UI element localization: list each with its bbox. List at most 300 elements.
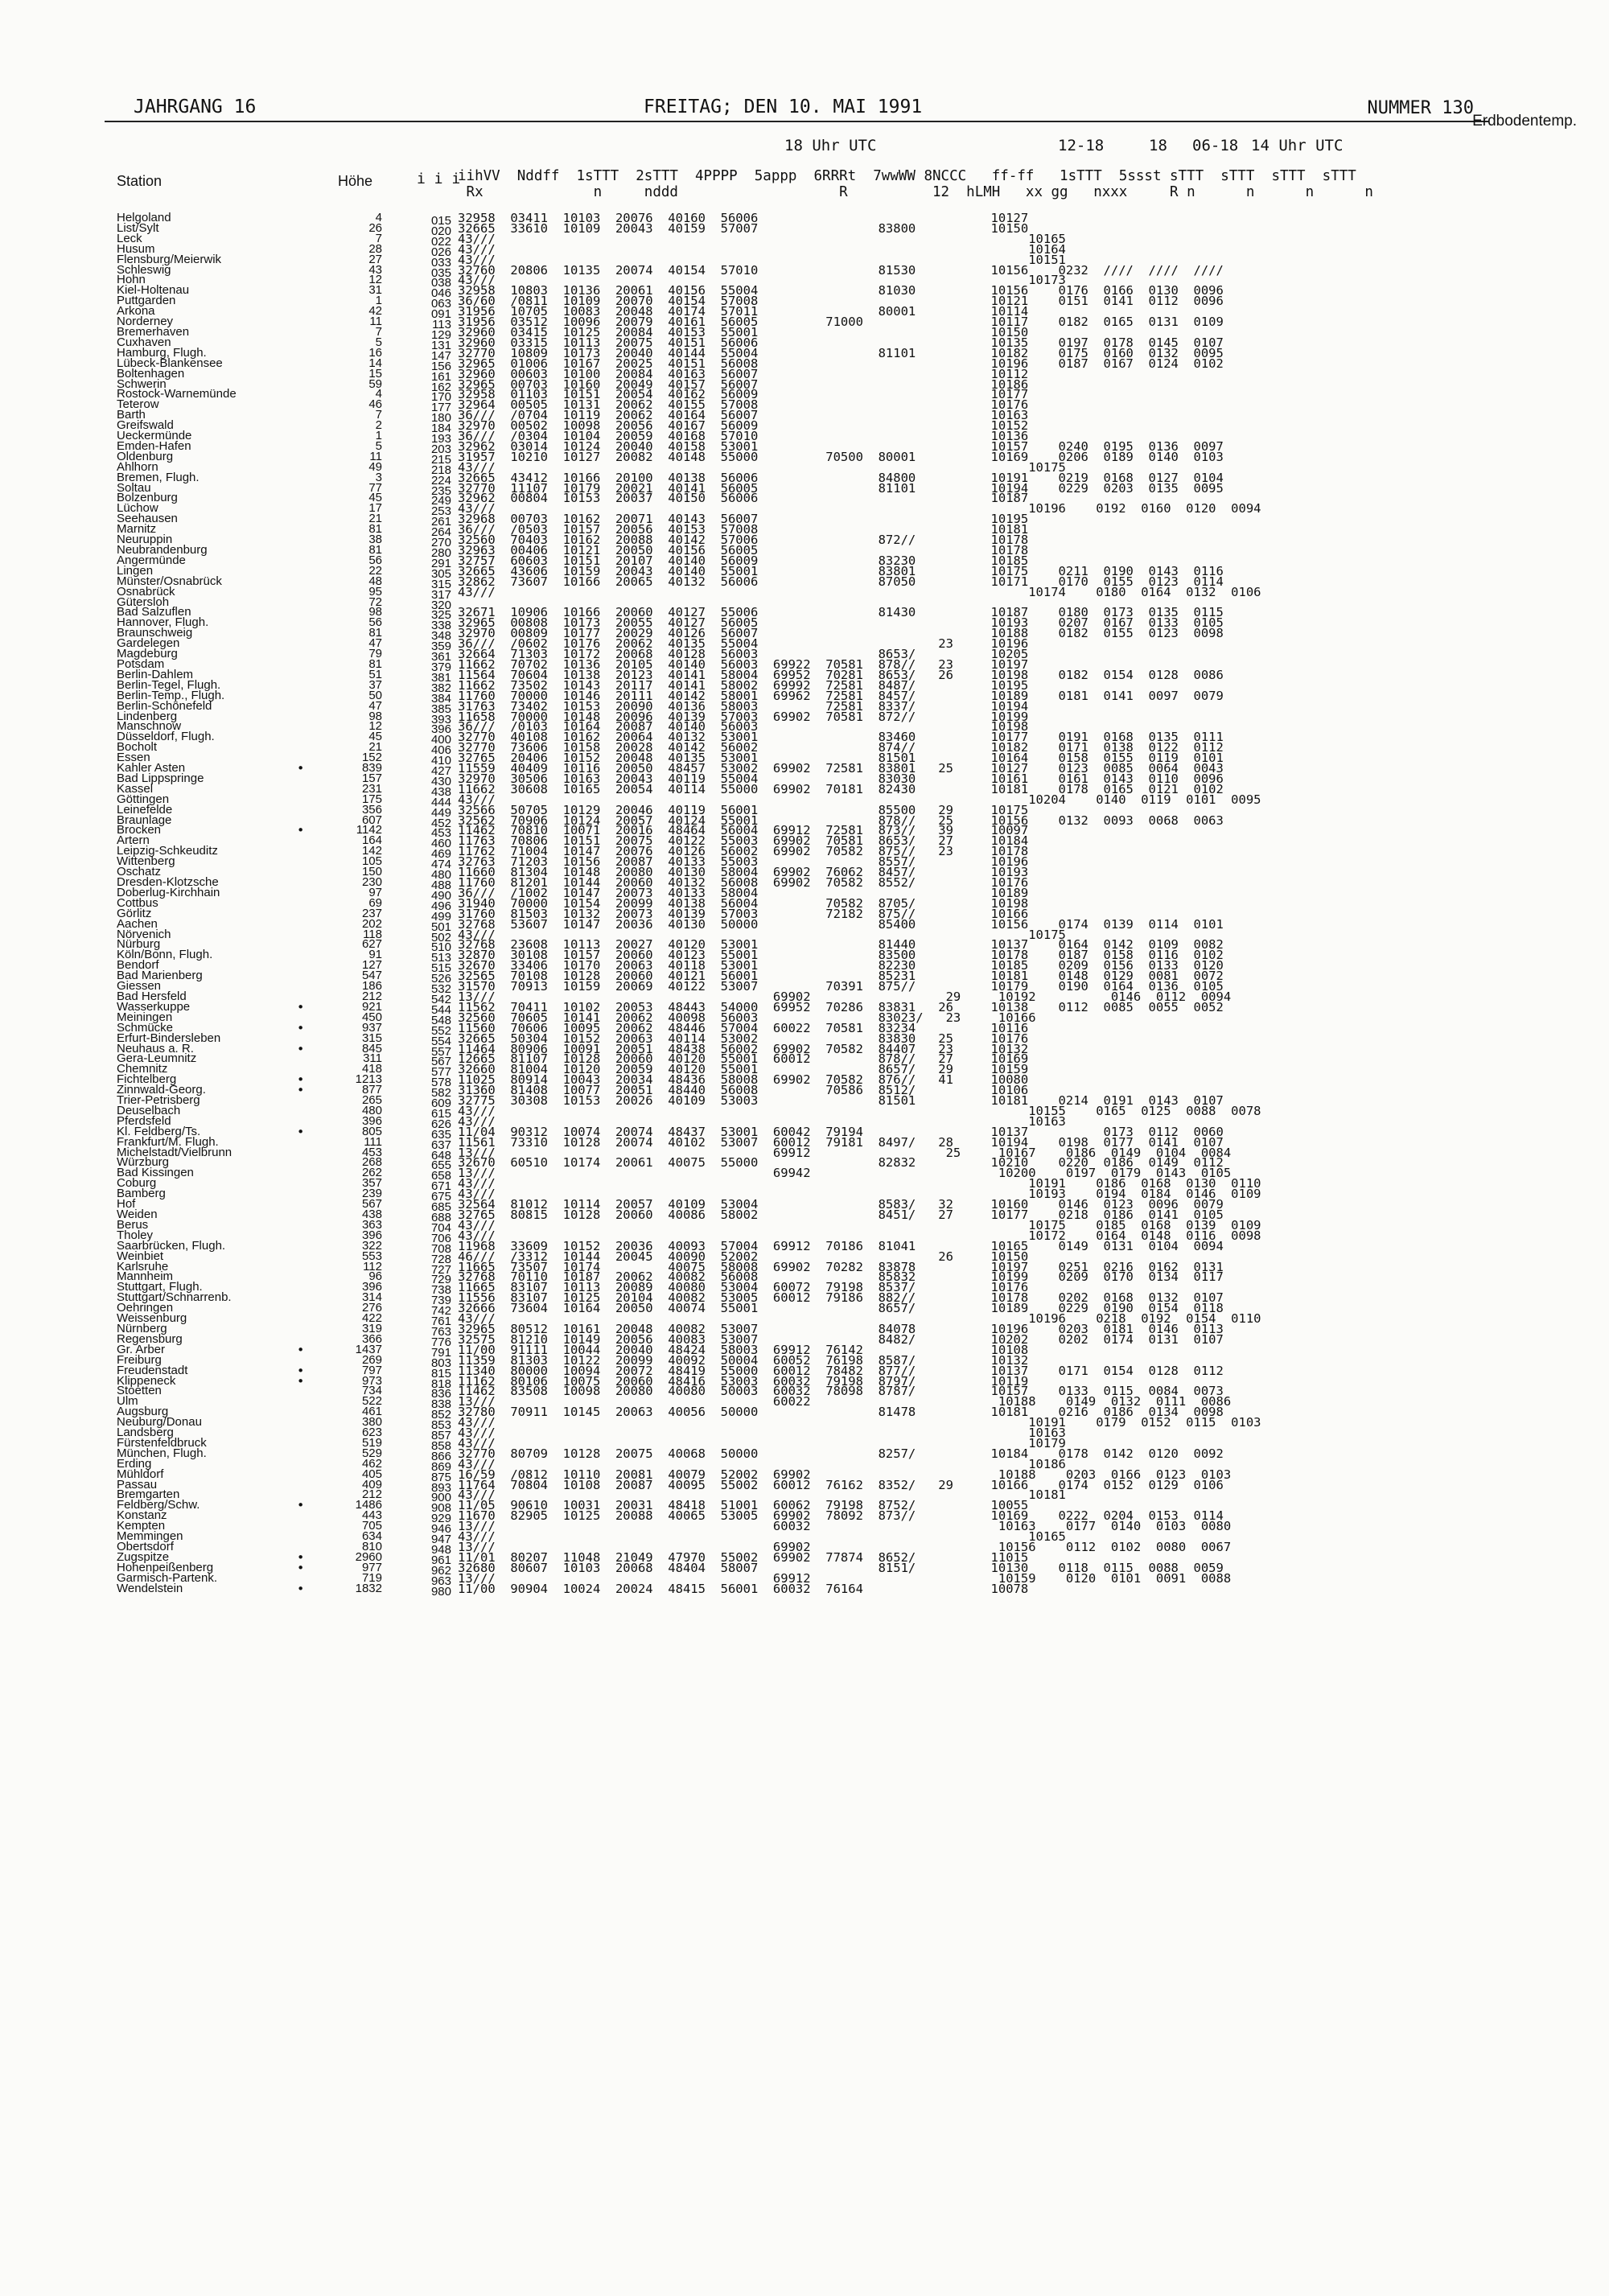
synop-data: 11564 70604 10138 20123 40141 58004 69952 70281 8653/ 26 10198 0182 0154 0128 0086 <box>458 667 1224 682</box>
station-height: 59 <box>368 376 382 391</box>
synop-data: 11760 70000 10146 20111 40142 58001 69962 72581 8457/ 10189 0181 0141 0097 0079 <box>458 688 1224 703</box>
station-id: 626 <box>430 1117 451 1131</box>
station-height: 37 <box>368 677 382 692</box>
station-id: 218 <box>430 463 451 477</box>
station-id: 544 <box>430 1002 451 1017</box>
station-id: 393 <box>430 712 451 726</box>
station-height: 2 <box>375 418 382 433</box>
station-name: Memmingen <box>117 1529 183 1544</box>
synop-data: 43/// 10155 0165 0125 0088 0078 <box>458 1103 1261 1118</box>
station-id: 557 <box>430 1044 451 1059</box>
station-height: 7 <box>375 408 382 422</box>
synop-data: 43/// 10196 0192 0160 0120 0094 <box>458 501 1261 516</box>
station-id: 035 <box>430 265 451 280</box>
station-id: 384 <box>430 691 451 706</box>
station-name: Meiningen <box>117 1010 173 1024</box>
synop-data: 11462 70810 10071 20016 48464 56004 69912 72581 873// 39 10097 <box>458 823 1029 838</box>
station-id: 515 <box>430 961 451 976</box>
mountain-station-marker: • <box>297 761 305 776</box>
synop-data: 11662 70702 10136 20105 40140 56003 69922 70581 878// 23 10197 <box>458 656 1029 672</box>
synop-data: 32960 03315 10113 20075 40151 56006 10135 0197 0178 0145 0107 <box>458 335 1224 350</box>
station-id: 453 <box>430 826 451 841</box>
station-height: 1437 <box>355 1342 382 1356</box>
synop-data: 32560 70605 10141 20062 40098 56003 83023/ 23 10166 <box>458 1010 1036 1025</box>
station-name: Freiburg <box>117 1352 162 1367</box>
synop-data: 32962 03014 10124 20040 40158 53001 10157 0240 0195 0136 0097 <box>458 438 1224 454</box>
station-height: 17 <box>368 501 382 516</box>
station-height: 212 <box>361 1487 382 1502</box>
synop-data: 11662 30608 10165 20054 40114 55000 69902 70181 82430 10181 0178 0165 0121 0102 <box>458 781 1224 796</box>
station-height: 127 <box>361 958 382 973</box>
synop-data: 43/// 10204 0140 0119 0101 0095 <box>458 792 1261 807</box>
station-name: Deuselbach <box>117 1103 181 1117</box>
station-height: 547 <box>361 969 382 983</box>
station-height: 81 <box>368 543 382 557</box>
synop-data: 43/// 10181 <box>458 1487 1066 1503</box>
synop-data: 36/// /0704 10119 20062 40164 56007 10163 <box>458 408 1029 423</box>
synop-data: 32670 33406 10170 20063 40118 53001 82230 10185 0209 0156 0133 0120 <box>458 958 1224 973</box>
station-name: Berlin-Schönefeld <box>117 698 212 713</box>
station-id: 962 <box>430 1563 451 1578</box>
station-id: 869 <box>430 1459 451 1474</box>
synop-data: 32665 33610 10109 20043 40159 57007 83800 10150 <box>458 220 1029 236</box>
station-id: 582 <box>430 1086 451 1101</box>
station-height: 1 <box>375 294 382 308</box>
station-height: 453 <box>361 1145 382 1159</box>
station-height: 12 <box>368 273 382 287</box>
station-height: 46 <box>368 397 382 412</box>
station-height: 21 <box>368 512 382 526</box>
station-height: 1 <box>375 429 382 443</box>
synop-data: 11660 81304 10148 20080 40130 58004 69902 76062 8457/ 10193 <box>458 865 1029 880</box>
synop-data: 43/// 10163 <box>458 1426 1066 1441</box>
station-height: 719 <box>361 1570 382 1585</box>
station-name: Potsdam <box>117 656 165 671</box>
station-id: 658 <box>430 1169 451 1183</box>
station-name: Boltenhagen <box>117 366 185 381</box>
station-name: Schmücke <box>117 1020 174 1035</box>
station-name: Ahlhorn <box>117 459 158 474</box>
station-height: 79 <box>368 647 382 661</box>
station-name: Bad Salzuflen <box>117 605 191 619</box>
station-name: Erding <box>117 1456 152 1471</box>
station-height: 977 <box>361 1560 382 1574</box>
station-height: 380 <box>361 1415 382 1430</box>
synop-data: 11760 81201 10144 20060 40132 56008 69902 70582 8552/ 10176 <box>458 875 1029 890</box>
soil-temp-label: Erdbodentemp. <box>1472 113 1577 130</box>
station-height: 56 <box>368 553 382 567</box>
station-name: Dresden-Klotzsche <box>117 875 219 889</box>
station-height: 239 <box>361 1187 382 1201</box>
station-name: Bamberg <box>117 1187 166 1201</box>
station-id: 193 <box>430 432 451 446</box>
synop-data: 11662 73502 10143 20117 40141 58002 69992 72581 8487/ 10195 <box>458 677 1029 693</box>
synop-data: 11762 71004 10147 20076 40126 56002 69902 70582 875// 23 10178 <box>458 844 1029 859</box>
synop-data: 32965 80512 10161 20048 40082 53007 84078 10196 0203 0181 0146 0113 <box>458 1321 1224 1336</box>
synop-data: 43/// 10174 0180 0164 0132 0106 <box>458 584 1261 599</box>
station-id: 026 <box>430 245 451 259</box>
synop-data: 11/04 90312 10074 20074 48437 53001 60042 79194 10137 0173 0112 0060 <box>458 1124 1224 1139</box>
station-id: 253 <box>430 504 451 519</box>
station-height: 519 <box>361 1435 382 1450</box>
station-id: 791 <box>430 1345 451 1360</box>
station-id: 761 <box>430 1315 451 1329</box>
station-height: 56 <box>368 615 382 630</box>
station-id: 836 <box>430 1387 451 1401</box>
station-id: 704 <box>430 1220 451 1235</box>
station-name: Pferdsfeld <box>117 1113 171 1128</box>
station-height: 2960 <box>355 1549 382 1564</box>
station-name: Lingen <box>117 563 154 578</box>
station-name: Trier-Petrisberg <box>117 1093 200 1108</box>
station-id: 410 <box>430 754 451 768</box>
station-id: 022 <box>430 234 451 249</box>
synop-data: 32660 81004 10120 20059 40120 55001 8657/ 29 10159 <box>458 1062 1029 1077</box>
synop-data: 13/// 60032 10163 0177 0140 0103 0080 <box>458 1519 1232 1534</box>
station-id: 162 <box>430 380 451 394</box>
synop-data: 32958 03411 10103 20076 40160 56006 10127 <box>458 211 1029 225</box>
station-id: 396 <box>430 722 451 737</box>
station-id: 444 <box>430 795 451 809</box>
station-name: Soltau <box>117 480 151 495</box>
station-id: 129 <box>430 327 451 342</box>
station-name: Neubrandenburg <box>117 543 208 557</box>
synop-data: 32958 10803 10136 20061 40156 55004 81030 10156 0176 0166 0130 0096 <box>458 283 1224 298</box>
station-height: 438 <box>361 1208 382 1221</box>
station-height: 405 <box>361 1467 382 1481</box>
station-name: Feldberg/Schw. <box>117 1498 200 1512</box>
station-height: 48 <box>368 574 382 588</box>
col-codes-line2: Rx n nddd R 12 hLMH xx gg nxxx R n n n n <box>458 184 1373 200</box>
station-id: 961 <box>430 1553 451 1567</box>
mountain-station-marker: • <box>297 1083 305 1098</box>
station-height: 797 <box>361 1363 382 1377</box>
station-height: 150 <box>361 865 382 879</box>
header-rule <box>105 121 1488 122</box>
station-height: 105 <box>361 854 382 869</box>
synop-data: 43/// 10151 <box>458 252 1066 267</box>
station-height: 42 <box>368 304 382 319</box>
synop-data: 11764 70804 10108 20087 40095 55002 60012 76162 8352/ 29 10166 0174 0152 0129 0106 <box>458 1477 1224 1492</box>
station-height: 921 <box>361 999 382 1014</box>
station-id: 379 <box>430 660 451 674</box>
synop-data: 32965 00703 10160 20049 40157 56007 10186 <box>458 376 1029 392</box>
station-name: Oschatz <box>117 865 162 879</box>
synop-data: 11559 40409 10116 20050 48457 53002 69902 72581 83801 25 10127 0123 0085 0064 0043 <box>458 761 1224 776</box>
station-height: 16 <box>368 345 382 360</box>
synop-data: 43/// 10172 0164 0148 0116 0098 <box>458 1228 1261 1243</box>
station-name: Ulm <box>117 1394 138 1409</box>
station-height: 231 <box>361 781 382 796</box>
station-name: Husum <box>117 241 155 256</box>
station-id: 857 <box>430 1429 451 1443</box>
station-height: 522 <box>361 1394 382 1409</box>
station-name: Schwerin <box>117 376 167 391</box>
station-id: 510 <box>430 940 451 955</box>
station-height: 95 <box>368 584 382 599</box>
station-name: Gr. Arber <box>117 1342 166 1356</box>
station-id: 488 <box>430 878 451 892</box>
synop-data: 36/60 /0811 10109 20070 40154 57008 10121 0151 0141 0112 0096 <box>458 294 1224 309</box>
station-id: 852 <box>430 1408 451 1422</box>
station-id: 728 <box>430 1252 451 1266</box>
station-name: Braunlage <box>117 813 172 827</box>
synop-data: 31760 81503 10132 20073 40139 57003 72182 875// 10166 <box>458 906 1029 921</box>
station-name: Kassel <box>117 781 154 796</box>
station-height: 1832 <box>355 1581 382 1595</box>
station-id: 727 <box>430 1262 451 1277</box>
station-name: Aachen <box>117 916 158 931</box>
station-height: 366 <box>361 1331 382 1346</box>
synop-data: 11670 82905 10125 20088 40065 53005 69902 78092 873// 10169 0222 0204 0153 0114 <box>458 1508 1224 1524</box>
station-id: 385 <box>430 702 451 716</box>
station-name: Artern <box>117 833 150 848</box>
station-height: 311 <box>363 1051 382 1066</box>
station-id: 382 <box>430 681 451 695</box>
synop-data: 32870 30108 10157 20060 40123 55001 83500 10178 0187 0158 0116 0102 <box>458 948 1224 963</box>
station-height: 462 <box>361 1456 382 1471</box>
synop-data: 11968 33609 10152 20036 40093 57004 69912 70186 81041 10165 0149 0131 0104 0094 <box>458 1238 1224 1253</box>
station-name: Angermünde <box>117 553 186 567</box>
station-name: Bocholt <box>117 740 158 755</box>
synop-data: 36/// /0103 10164 20087 40140 56003 10198 <box>458 719 1029 734</box>
station-height: 314 <box>361 1290 382 1305</box>
station-name: Oehringen <box>117 1301 174 1315</box>
station-height: 422 <box>361 1311 382 1326</box>
synop-data: 32770 11107 10179 20021 40141 56005 81101 10194 0229 0203 0135 0095 <box>458 480 1224 496</box>
station-height: 839 <box>361 761 382 776</box>
station-height: 529 <box>361 1446 382 1460</box>
station-height: 357 <box>361 1176 382 1191</box>
synop-data: 31956 03512 10096 20079 40161 56005 71000 10117 0182 0165 0131 0109 <box>458 315 1224 330</box>
station-height: 268 <box>361 1155 382 1170</box>
synop-data: 32970 00502 10098 20056 40167 56009 10152 <box>458 418 1029 434</box>
station-id: 803 <box>430 1356 451 1370</box>
station-id: 156 <box>430 359 451 373</box>
station-name: Neuburg/Donau <box>117 1415 202 1430</box>
synop-data: 11658 70000 10148 20096 40139 57003 69902 70581 872// 10199 <box>458 709 1029 724</box>
station-height: 81 <box>368 522 382 537</box>
station-id: 315 <box>430 577 451 591</box>
station-table <box>117 211 1484 1599</box>
station-name: Greifswald <box>117 418 174 433</box>
station-height: 805 <box>361 1124 382 1138</box>
synop-data: 13/// 69902 10156 0112 0102 0080 0067 <box>458 1540 1232 1554</box>
station-height: 97 <box>368 885 382 899</box>
synop-data: 32770 10809 10173 20040 40144 55004 81101 10182 0175 0160 0132 0095 <box>458 345 1224 360</box>
station-height: 363 <box>361 1217 382 1232</box>
synop-data: 32965 00808 10173 20055 40127 56005 10193 0207 0167 0133 0105 <box>458 615 1224 631</box>
station-height: 142 <box>361 844 382 858</box>
station-name: Emden-Hafen <box>117 438 191 453</box>
synop-data: 32770 80709 10128 20075 40068 50000 8257/ 10184 0178 0142 0120 0092 <box>458 1446 1224 1461</box>
station-id: 359 <box>430 640 451 654</box>
station-height: 21 <box>368 740 382 755</box>
station-name: Garmisch-Partenk. <box>117 1570 218 1585</box>
synop-data: 13/// 69942 10200 0197 0179 0143 0105 <box>458 1166 1232 1181</box>
station-height: 45 <box>368 730 382 744</box>
station-id: 858 <box>430 1438 451 1453</box>
station-id: 738 <box>430 1283 451 1298</box>
station-name: Doberlug-Kirchhain <box>117 885 220 899</box>
synop-data: 11/00 90904 10024 20024 48415 56001 60032 76164 10078 <box>458 1581 1029 1596</box>
station-height: 12 <box>368 719 382 734</box>
station-id: 291 <box>430 556 451 570</box>
station-id: 502 <box>430 930 451 944</box>
station-height: 26 <box>368 220 382 235</box>
station-height: 81 <box>368 656 382 671</box>
station-id: 280 <box>430 546 451 560</box>
station-height: 7 <box>375 231 382 245</box>
station-height: 396 <box>361 1113 382 1128</box>
station-name: Bolzenburg <box>117 491 178 505</box>
synop-data: 43/// 10175 <box>458 927 1066 942</box>
station-name: Nürnberg <box>117 1321 167 1335</box>
station-name: Neuruppin <box>117 533 173 547</box>
synop-data: 11464 80906 10091 20051 48438 56002 69902 70582 84407 23 10132 <box>458 1041 1029 1056</box>
station-height: 877 <box>361 1083 382 1097</box>
station-name: Nürburg <box>117 937 161 952</box>
station-height: 3 <box>375 470 382 484</box>
station-id: 460 <box>430 837 451 851</box>
synop-data: 32970 00809 10177 20029 40126 56007 10188 0182 0155 0123 0098 <box>458 626 1224 641</box>
issue-number: NUMMER 130 <box>1367 98 1474 118</box>
station-name: Arkona <box>117 304 155 319</box>
synop-data: 43/// 10186 <box>458 1456 1066 1471</box>
station-name: Leinefelde <box>117 802 173 817</box>
station-height: 418 <box>361 1062 382 1076</box>
station-name: Helgoland <box>117 211 171 224</box>
station-name: Cottbus <box>117 895 158 910</box>
station-id: 305 <box>430 566 451 581</box>
station-name: Wasserkuppe <box>117 999 191 1014</box>
station-height: 47 <box>368 698 382 713</box>
station-height: 627 <box>361 937 382 952</box>
station-name: Weinbiet <box>117 1249 164 1263</box>
station-id: 615 <box>430 1106 451 1121</box>
mountain-station-marker: • <box>297 1549 305 1565</box>
synop-data: 32775 30308 10153 20026 40109 53003 81501 10181 0214 0191 0143 0107 <box>458 1093 1224 1109</box>
station-height: 4 <box>375 387 382 401</box>
synop-data: 32960 03415 10125 20084 40153 55001 10150 <box>458 324 1029 339</box>
synop-data: 32768 70110 10187 20062 40082 56008 85832 10199 0209 0170 0134 0117 <box>458 1269 1224 1285</box>
station-name: Erfurt-Bindersleben <box>117 1031 221 1045</box>
station-name: Lüchow <box>117 501 158 516</box>
synop-data: 32564 81012 10114 20057 40109 53004 8583/ 32 10160 0146 0123 0096 0079 <box>458 1197 1224 1212</box>
station-height: 845 <box>361 1041 382 1055</box>
station-name: Cuxhaven <box>117 335 171 349</box>
station-name: Freudenstadt <box>117 1363 188 1377</box>
station-name: Bad Kissingen <box>117 1166 194 1180</box>
station-name: Köln/Bonn, Flugh. <box>117 948 213 962</box>
station-name: Seehausen <box>117 512 178 526</box>
station-id: 742 <box>430 1304 451 1319</box>
synop-data: 32768 23608 10113 20027 40120 53001 81440 10137 0164 0142 0109 0082 <box>458 937 1224 953</box>
station-height: 705 <box>361 1519 382 1533</box>
station-name: Leck <box>117 231 142 245</box>
synop-data: 36/// /0304 10104 20059 40168 57010 10136 <box>458 429 1029 444</box>
synop-data: 31360 81408 10077 20051 48440 56008 70586 8512/ 10106 <box>458 1083 1029 1098</box>
station-id: 131 <box>430 338 451 352</box>
station-name: Braunschweig <box>117 626 193 640</box>
station-name: Bendorf <box>117 958 159 973</box>
station-height: 112 <box>363 1259 382 1273</box>
station-id: 406 <box>430 743 451 758</box>
synop-data: 32670 60510 10174 20061 40075 55000 82832 10210 0220 0186 0149 0112 <box>458 1155 1224 1171</box>
synop-data: 32960 00603 10100 20084 40163 56007 10112 <box>458 366 1029 381</box>
station-height: 409 <box>361 1477 382 1492</box>
synop-data: 32665 43412 10166 20100 40138 56006 84800 10191 0219 0168 0127 0104 <box>458 470 1224 485</box>
station-id: 578 <box>430 1076 451 1090</box>
synop-data: 32963 00406 10121 20050 40156 56005 10178 <box>458 543 1029 558</box>
station-id: 469 <box>430 847 451 862</box>
station-id: 980 <box>430 1584 451 1599</box>
station-name: Würzburg <box>117 1155 170 1170</box>
station-id: 438 <box>430 784 451 799</box>
station-id: 648 <box>430 1148 451 1162</box>
synop-data: 32958 01103 10151 20054 40162 56009 10177 <box>458 387 1029 402</box>
station-height: 443 <box>361 1508 382 1523</box>
synop-data: 32965 01006 10167 20025 40151 56008 10196 0187 0167 0124 0102 <box>458 356 1224 371</box>
station-name: Puttgarden <box>117 294 176 308</box>
station-id: 900 <box>430 1491 451 1505</box>
synop-data: 36/// /0503 10157 20056 40153 57008 10181 <box>458 522 1029 537</box>
station-height: 27 <box>368 252 382 266</box>
time-14: 14 Uhr UTC <box>1251 137 1344 154</box>
synop-data: 31940 70000 10154 20099 40138 56004 70582 8705/ 10198 <box>458 895 1029 911</box>
mountain-station-marker: • <box>297 1124 305 1139</box>
station-id: 180 <box>430 411 451 426</box>
station-id: 224 <box>430 473 451 488</box>
station-id: 015 <box>430 214 451 228</box>
station-height: 175 <box>361 792 382 806</box>
mountain-station-marker: • <box>297 1072 305 1088</box>
station-name: München, Flugh. <box>117 1446 207 1460</box>
station-height: 96 <box>368 1269 382 1284</box>
synop-data: 16/59 /0812 10110 20081 40079 52002 69902 10188 0203 0166 0123 0103 <box>458 1467 1232 1482</box>
station-name: List/Sylt <box>117 220 159 235</box>
synop-data: 32968 00703 10162 20071 40143 56007 10195 <box>458 512 1029 527</box>
station-id: 325 <box>430 608 451 623</box>
station-name: Hannover, Flugh. <box>117 615 209 630</box>
station-height: 734 <box>361 1384 382 1398</box>
station-id: 554 <box>430 1034 451 1048</box>
station-id: 381 <box>430 670 451 685</box>
station-id: 548 <box>430 1013 451 1027</box>
mountain-station-marker: • <box>297 1373 305 1389</box>
synop-data: 32964 00505 10131 20062 40155 57008 10176 <box>458 397 1029 413</box>
station-height: 164 <box>361 833 382 848</box>
station-height: 77 <box>368 480 382 495</box>
mountain-station-marker: • <box>297 1498 305 1513</box>
station-height: 623 <box>361 1426 382 1440</box>
station-id: 963 <box>430 1574 451 1588</box>
mountain-station-marker: • <box>297 1560 305 1575</box>
station-name: Lindenberg <box>117 709 178 723</box>
synop-data: 43/// 10196 0218 0192 0154 0110 <box>458 1311 1261 1327</box>
station-id: 501 <box>430 920 451 934</box>
station-name: Weiden <box>117 1208 158 1221</box>
synop-data: 13/// 69912 25 10167 0186 0149 0104 0084 <box>458 1145 1232 1160</box>
station-id: 929 <box>430 1512 451 1526</box>
station-id: 552 <box>430 1023 451 1038</box>
station-id: 033 <box>430 255 451 270</box>
station-name: Leipzig-Schkeuditz <box>117 844 218 858</box>
mountain-station-marker: • <box>297 1363 305 1378</box>
station-id: 946 <box>430 1522 451 1537</box>
station-id: 948 <box>430 1543 451 1557</box>
station-id: 706 <box>430 1231 451 1245</box>
